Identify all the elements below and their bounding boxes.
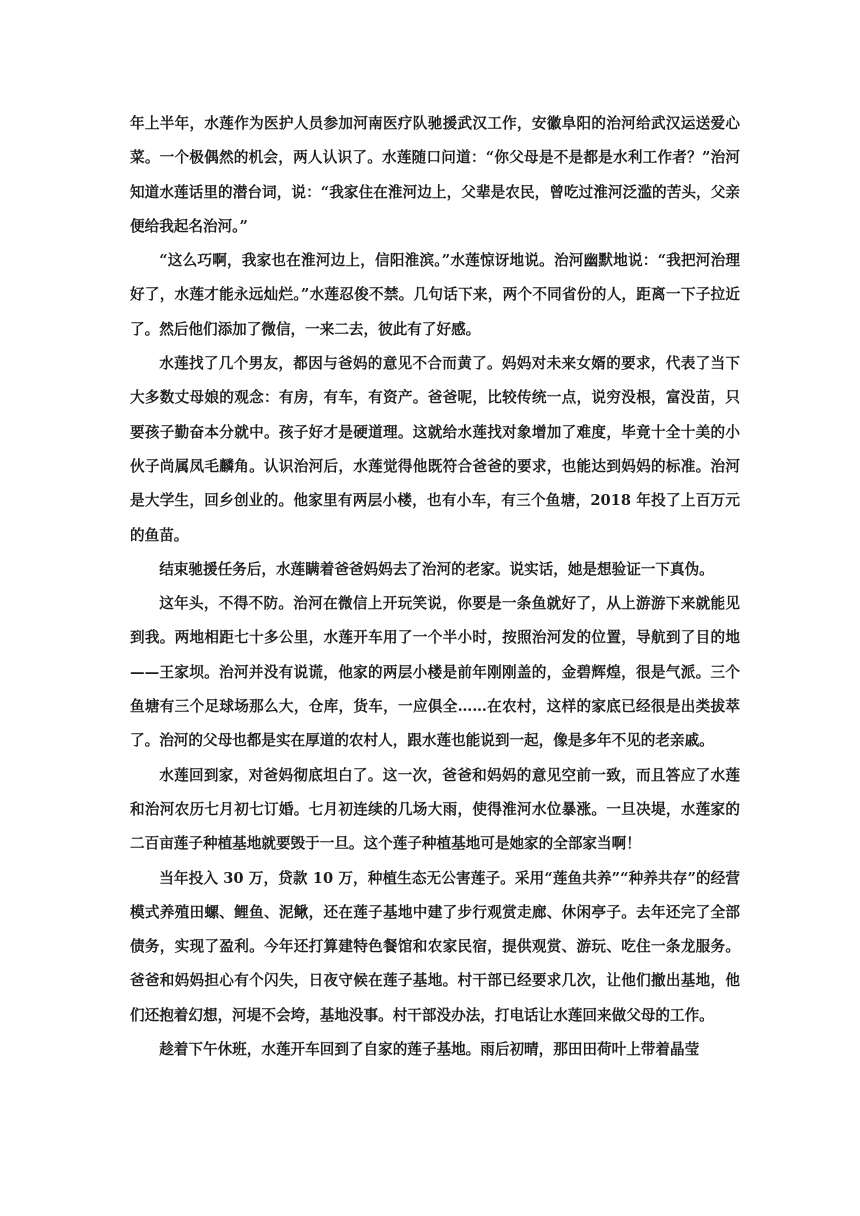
paragraph-1: 年上半年，水莲作为医护人员参加河南医疗队驰援武汉工作，安徽阜阳的治河给武汉运送爱心菜。一个极偶然的机会，两人认识了。水莲随口问道：“你父母是不是都是水利工作者？”治河知道水莲话里的潜台词，说：“我家住在淮河边上，父辈是农民，曾吃过淮河泛滥的苦头，父亲便给我起名治河。” [130,115,740,235]
paragraph-2: “这么巧啊，我家也在淮河边上，信阳淮滨。”水莲惊讶地说。治河幽默地说：“我把河治理好了，水莲才能永远灿烂。”水莲忍俊不禁。几句话下来，两个不同省份的人，距离一下子拉近了。然后他们添加了微信，一来二去，彼此有了好感。 [130,252,740,338]
paragraph-3: 水莲找了几个男友，都因与爸妈的意见不合而黄了。妈妈对未来女婿的要求，代表了当下大多数丈母娘的观念：有房，有车，有资产。爸爸呢，比较传统一点，说穷没根，富没苗，只要孩子勤奋本分就中。孩子好才是硬道理。这就给水莲找对象增加了难度，毕竟十全十美的小伙子尚属凤毛麟角。认识治河后，水莲觉得他既符合爸爸的要求，也能达到妈妈的标准。治河是大学生，回乡创业的。他家里有两层小楼，也有小车，有三个鱼塘，2018 年投了上百万元的鱼苗。 [130,355,740,544]
paragraph-4: 结束驰援任务后，水莲瞒着爸爸妈妈去了治河的老家。说实话，她是想验证一下真伪。 [159,560,714,578]
paragraph-6: 水莲回到家，对爸妈彻底坦白了。这一次，爸爸和妈妈的意见空前一致，而且答应了水莲和治河农历七月初七订婚。七月初连续的几场大雨，使得淮河水位暴涨。一旦决堤，水莲家的二百亩莲子种植基地就要毁于一旦。这个莲子种植基地可是她家的全部家当啊！ [130,766,740,853]
paragraph-8: 趁着下午休班，水莲开车回到了自家的莲子基地。雨后初晴，那田田荷叶上带着晶莹 [159,1041,700,1059]
paragraph-5: 这年头，不得不防。治河在微信上开玩笑说，你要是一条鱼就好了，从上游游下来就能见到我。两地相距七十多公里，水莲开车用了一个半小时，按照治河发的位置，导航到了目的地——王家坝。治河并没有说谎，他家的两层小楼是前年刚刚盖的，金碧辉煌，很是气派。三个鱼塘有三个足球场那么大，仓库，货车，一应俱全……在农村，这样的家底已经很是出类拔萃了。治河的父母也都是实在厚道的农村人，跟水莲也能说到一起，像是多年不见的老亲戚。 [130,595,740,750]
document-page [130,107,740,1067]
paragraph-7: 当年投入 30 万，贷款 10 万，种植生态无公害莲子。采用“莲鱼共养”“种养共存”的经营模式养殖田螺、鲤鱼、泥鳅，还在莲子基地中建了步行观赏走廊、休闲亭子。去年还完了全部债务，实现了盈利。今年还打算建特色餐馆和农家民宿，提供观赏、游玩、吃住一条龙服务。爸爸和妈妈担心有个闪失，日夜守候在莲子基地。村干部已经要求几次，让他们撤出基地，他们还抱着幻想，河堤不会垮，基地没事。村干部没办法，打电话让水莲回来做父母的工作。 [130,869,740,1024]
